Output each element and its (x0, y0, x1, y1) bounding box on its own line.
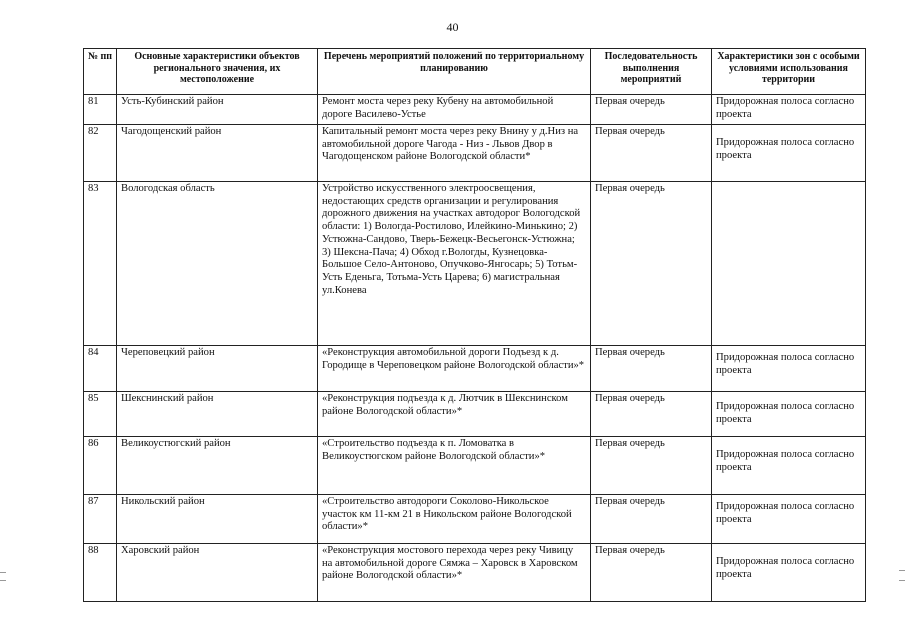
row-object: Великоустюгский район (117, 437, 318, 495)
row-num: 88 (84, 544, 117, 602)
row-zone (712, 182, 866, 346)
row-num: 83 (84, 182, 117, 346)
row-measures: Капитальный ремонт моста через реку Внину у д.Низ на автомобильной дороге Чагода - Низ - Львов Двор в Чагодощенском районе Вологодской области* (318, 125, 591, 182)
row-num: 81 (84, 95, 117, 125)
row-sequence: Первая очередь (591, 182, 712, 346)
row-zone: Придорожная полоса согласно проекта (712, 437, 866, 495)
row-measures: «Реконструкция подъезда к д. Лютчик в Шекснинском районе Вологодской области»* (318, 392, 591, 437)
table-row (84, 392, 866, 437)
row-measures: «Реконструкция автомобильной дороги Подъезд к д. Городище в Череповецком районе Вологодской области»* (318, 346, 591, 392)
row-object: Шекснинский район (117, 392, 318, 437)
table-row (84, 182, 866, 346)
row-measures: «Строительство автодороги Соколово-Никольское участок км 11-км 21 в Никольском районе Вологодской области»* (318, 495, 591, 544)
row-sequence: Первая очередь (591, 125, 712, 182)
scan-edge-mark (0, 572, 6, 573)
row-sequence: Первая очередь (591, 495, 712, 544)
row-num: 84 (84, 346, 117, 392)
row-object: Усть-Кубинский район (117, 95, 318, 125)
table-row (84, 95, 866, 125)
table-row (84, 346, 866, 392)
scan-edge-mark (899, 580, 905, 581)
row-zone: Придорожная полоса согласно проекта (712, 95, 866, 125)
row-measures: Устройство искусственного электроосвещения, недостающих средств организации и регулирования дорожного движения на участках автодорог Вологодской области: 1) Вологда-Ростилово, Илейкино-Минькино; 2) Устюжна-Сандово, Тверь-Бежецк-Весьегонск-Устюжна; 3) Шексна-Пача; 4) Обход г.Вологды, Кузнецовка-Большое Село-Антоново, Опучково-Янгосарь; 5) Тотьм-Усть Еденьга, Тотьма-Усть Царева; 6) магистральная ул.Конева (318, 182, 591, 346)
row-sequence: Первая очередь (591, 437, 712, 495)
header-zones: Характеристики зон с особыми условиями использования территории (712, 49, 866, 95)
row-num: 82 (84, 125, 117, 182)
header-object: Основные характеристики объектов регионального значения, их местоположение (117, 49, 318, 95)
row-measures: Ремонт моста через реку Кубену на автомобильной дороге Василево-Устье (318, 95, 591, 125)
row-measures: «Реконструкция мостового перехода через реку Чивицу на автомобильной дороге Сямжа – Харовск в Харовском районе Вологодской области»* (318, 544, 591, 602)
table-header-row (84, 49, 866, 95)
territorial-planning-table (83, 48, 866, 602)
row-measures: «Строительство подъезда к п. Ломоватка в Великоустюгском районе Вологодской области»* (318, 437, 591, 495)
row-num: 86 (84, 437, 117, 495)
header-measures: Перечень мероприятий положений по территориальному планированию (318, 49, 591, 95)
row-object: Харовский район (117, 544, 318, 602)
row-num: 85 (84, 392, 117, 437)
row-zone: Придорожная полоса согласно проекта (712, 495, 866, 544)
row-object: Чагодощенский район (117, 125, 318, 182)
header-num: № пп (84, 49, 117, 95)
row-sequence: Первая очередь (591, 346, 712, 392)
row-zone: Придорожная полоса согласно проекта (712, 392, 866, 437)
row-zone: Придорожная полоса согласно проекта (712, 346, 866, 392)
row-object: Череповецкий район (117, 346, 318, 392)
row-object: Никольский район (117, 495, 318, 544)
row-sequence: Первая очередь (591, 544, 712, 602)
table-row (84, 544, 866, 602)
table-row (84, 437, 866, 495)
row-num: 87 (84, 495, 117, 544)
row-sequence: Первая очередь (591, 392, 712, 437)
row-zone: Придорожная полоса согласно проекта (712, 544, 866, 602)
header-sequence: Последовательность выполнения мероприятий (591, 49, 712, 95)
scan-edge-mark (0, 580, 6, 581)
row-sequence: Первая очередь (591, 95, 712, 125)
scan-edge-mark (899, 570, 905, 571)
table-row (84, 495, 866, 544)
table-row (84, 125, 866, 182)
page-number: 40 (446, 20, 459, 34)
row-object: Вологодская область (117, 182, 318, 346)
row-zone: Придорожная полоса согласно проекта (712, 125, 866, 182)
